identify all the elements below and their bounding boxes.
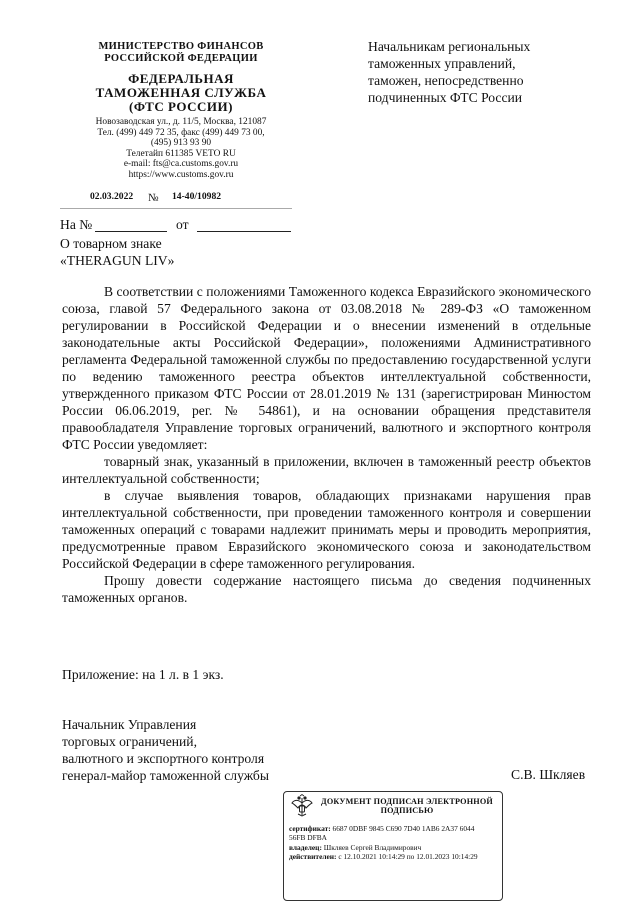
subject-line-1: О товарном знаке [60, 236, 162, 251]
letterhead-ministry [60, 41, 302, 65]
signatory-line-2: торговых ограничений, [62, 734, 197, 749]
body-paragraph-3: в случае выявления товаров, обладающих признаками нарушения прав интеллектуальной собственности, при проведении таможенного контроля и совершении таможенных операций с товарами надлежит принимать меры и проводить мероприятия, предусмотренные правом Евразийского экономического союза и законодательством Российской Федерации в сфере таможенного регулирования. [62, 488, 591, 571]
stamp-owner-value: Шкляев Сергей Владимирович [323, 842, 422, 852]
stamp-cert-label: сертификат: [289, 824, 331, 833]
stamp-details [289, 824, 499, 862]
signatory-line-1: Начальник Управления [62, 717, 197, 732]
ministry-line-1: МИНИСТЕРСТВО ФИНАНСОВ [98, 41, 264, 52]
signatory-line-4: генерал-майор таможенной службы [62, 768, 269, 783]
signatory-line-3: валютного и экспортного контроля [62, 751, 265, 766]
ministry-line-2: РОССИЙСКОЙ ФЕДЕРАЦИИ [104, 53, 258, 64]
stamp-title [316, 797, 498, 815]
signatory-title [62, 716, 269, 784]
stamp-title-line-1: ДОКУМЕНТ ПОДПИСАН ЭЛЕКТРОННОЙ [321, 797, 493, 806]
stamp-title-line-2: ПОДПИСЬЮ [380, 806, 434, 815]
addressee-line-3: таможен, непосредственно [368, 73, 524, 88]
email: e-mail: fts@ca.customs.gov.ru [123, 159, 239, 170]
registration-date: 02.03.2022 [90, 191, 134, 202]
stamp-validity-value: с 12.10.2021 10:14:29 по 12.01.2023 10:14:29 [338, 852, 478, 862]
letter-body [62, 283, 591, 606]
body-paragraph-4: Прошу довести содержание настоящего письма до сведения подчиненных таможенных органов. [62, 573, 591, 605]
registration-number-sign: № [148, 192, 159, 204]
teletype: Телетайп 611385 VETO RU [126, 148, 236, 159]
body-paragraph-2: товарный знак, указанный в приложении, включен в таможенный реестр объектов интеллектуальной собственности; [62, 454, 591, 486]
service-line-3: (ФТС РОССИИ) [129, 99, 233, 114]
registration-rule [60, 208, 292, 209]
phone-line-2: (495) 913 93 90 [150, 138, 212, 149]
reference-date-label: от [176, 217, 189, 232]
letterhead-service [60, 72, 302, 114]
address: Новозаводская ул., д. 11/5, Москва, 121087 [95, 117, 267, 127]
subject [60, 235, 174, 269]
reference-number-blank [95, 231, 167, 232]
stamp-owner-label: владелец: [289, 842, 322, 852]
service-line-1: ФЕДЕРАЛЬНАЯ [128, 71, 234, 86]
addressee-line-1: Начальникам региональных [368, 39, 531, 54]
addressee-line-4: подчиненных ФТС России [368, 90, 523, 105]
service-line-2: ТАМОЖЕННАЯ СЛУЖБА [95, 85, 267, 100]
appendix-note: Приложение: на 1 л. в 1 экз. [62, 667, 224, 682]
stamp-cert-value: 6687 0DBF 9845 C690 7D40 1AB6 2A37 6044 [332, 824, 475, 833]
reference-label: На № [60, 217, 93, 232]
body-paragraph-1: В соответствии с положениями Таможенного кодекса Евразийского экономического союза, главой 57 Федерального закона от 03.08.2018 № 289-ФЗ «О таможенном регулировании в Российской Федерации и о внесении изменений в отдельные законодательные акты Российской Федерации», положениями Административного регламента Федеральной таможенной службы по предоставлению государственной услуги по ведению таможенного реестра объектов интеллектуальной собственности, утвержденного приказом ФТС России от 28.01.2019 № 131 (зарегистрирован Минюстом России 06.06.2019, рег. № 54861), и на основании обращения представителя правообладателя Управление торговых ограничений, валютного и экспортного контроля ФТС России уведомляет: [62, 284, 591, 452]
stamp-cert-value-2: 56FB DFBA [289, 833, 327, 843]
addressee [368, 38, 588, 106]
reference-date-blank [197, 231, 291, 232]
addressee-line-2: таможенных управлений, [368, 56, 516, 71]
electronic-signature-stamp [283, 791, 503, 901]
signatory-name: С.В. Шкляев [511, 767, 586, 782]
eagle-emblem-icon [289, 794, 315, 820]
registration-number: 14-40/10982 [172, 191, 222, 202]
subject-line-2: «THERAGUN LIV» [60, 253, 175, 268]
phone-line-1: Тел. (499) 449 72 35, факс (499) 449 73 00, [97, 127, 265, 138]
website: https://www.customs.gov.ru [128, 169, 234, 180]
stamp-validity-label: действителен: [289, 852, 337, 862]
letterhead-contacts [60, 117, 302, 181]
